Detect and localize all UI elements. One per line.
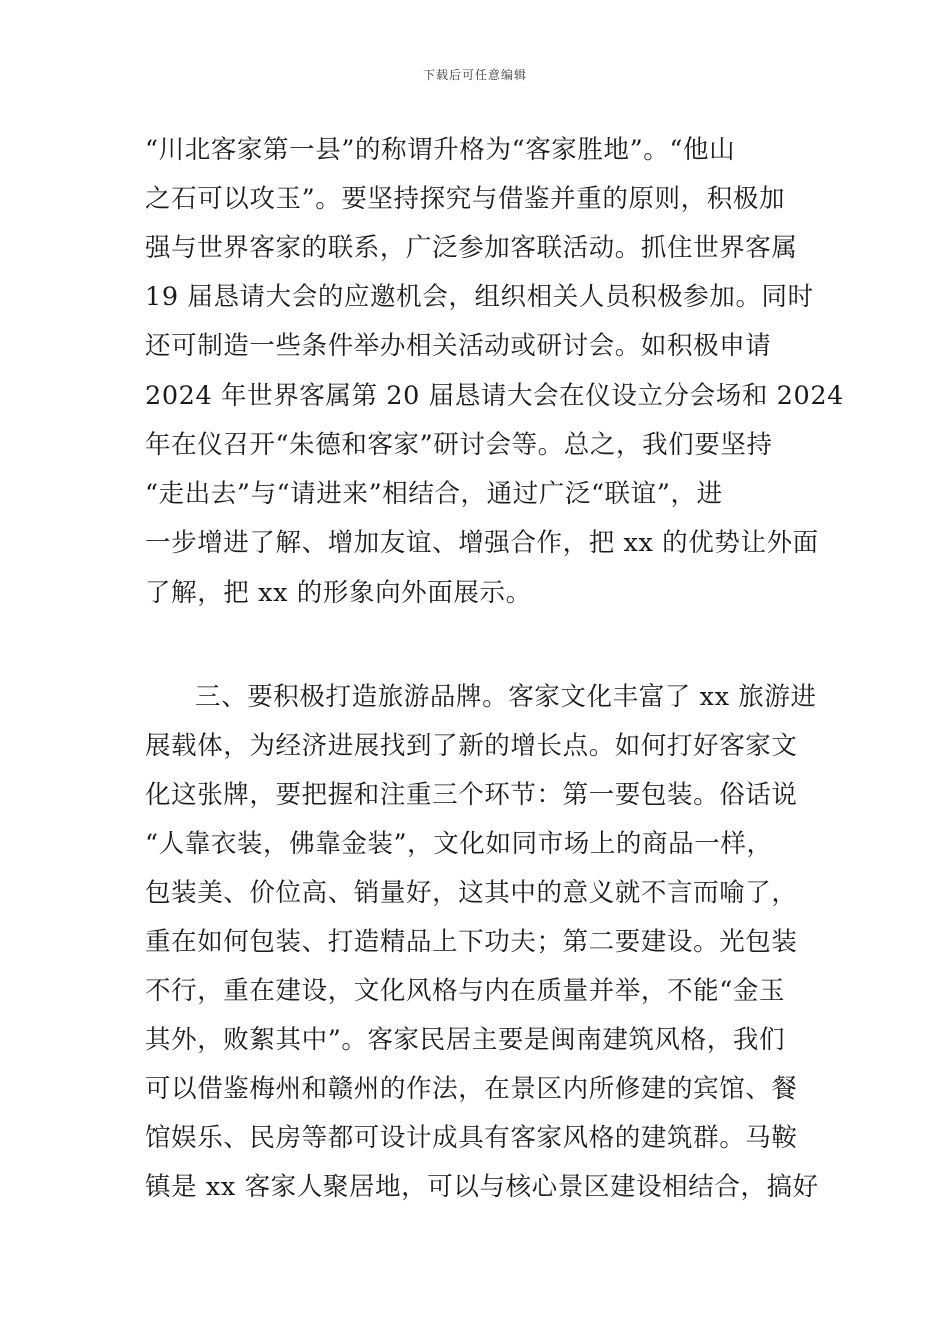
header-note: 下载后可任意编辑: [422, 68, 527, 82]
paragraph-1-line-3: 强与世界客家的联系，广泛参加客联活动。抓住世界客属: [145, 233, 798, 263]
paragraph-1-line-2: 之石可以攻玉”。要坚持探究与借鉴并重的原则，积极加: [145, 184, 786, 214]
paragraph-2-line-4: “人靠衣装，佛靠金装”，文化如同市场上的商品一样，: [145, 829, 773, 859]
paragraph-2-line-2: 展载体，为经济进展找到了新的增长点。如何打好客家文: [145, 731, 798, 761]
paragraph-2-line-7: 不行，重在建设，文化风格与内在质量并举，不能“金玉: [145, 976, 786, 1006]
paragraph-2-line-10: 馆娱乐、民房等都可设计成具有客家风格的建筑群。马鞍: [145, 1123, 798, 1153]
paragraph-1-line-6: 2024 年世界客属第 20 届恳请大会在仪设立分会场和 2024: [145, 381, 844, 411]
paragraph-2-line-5: 包装美、价位高、销量好，这其中的意义就不言而喻了，: [145, 878, 798, 908]
paragraph-2-line-6: 重在如何包装、打造精品上下功夫；第二要建设。光包装: [145, 927, 798, 957]
paragraph-1-line-1: “川北客家第一县”的称谓升格为“客家胜地”。“他山: [145, 135, 736, 165]
paragraph-1-line-4: 19 届恳请大会的应邀机会，组织相关人员积极参加。同时: [145, 282, 814, 312]
paragraph-1-line-7: 年在仪召开“朱德和客家”研讨会等。总之，我们要坚持: [145, 430, 773, 460]
paragraph-1-line-10: 了解，把 xx 的形象向外面展示。: [145, 578, 532, 608]
paragraph-2-line-8: 其外，败絮其中”。客家民居主要是闽南建筑风格，我们: [145, 1025, 786, 1055]
paragraph-2-line-3: 化这张牌，要把握和注重三个环节：第一要包装。俗话说: [145, 780, 798, 810]
paragraph-1-line-8: “走出去”与“请进来”相结合，通过广泛“联谊”，进: [145, 479, 723, 509]
paragraph-2-line-9: 可以借鉴梅州和赣州的作法，在景区内所修建的宾馆、餐: [145, 1074, 798, 1104]
paragraph-2-line-1: 三、要积极打造旅游品牌。客家文化丰富了 xx 旅游进: [195, 682, 817, 712]
paragraph-1-line-9: 一步增进了解、增加友谊、增强合作，把 xx 的优势让外面: [145, 528, 819, 558]
paragraph-1-line-5: 还可制造一些条件举办相关活动或研讨会。如积极申请: [145, 331, 772, 361]
paragraph-2-line-11: 镇是 xx 客家人聚居地，可以与核心景区建设相结合，搞好: [145, 1172, 819, 1202]
